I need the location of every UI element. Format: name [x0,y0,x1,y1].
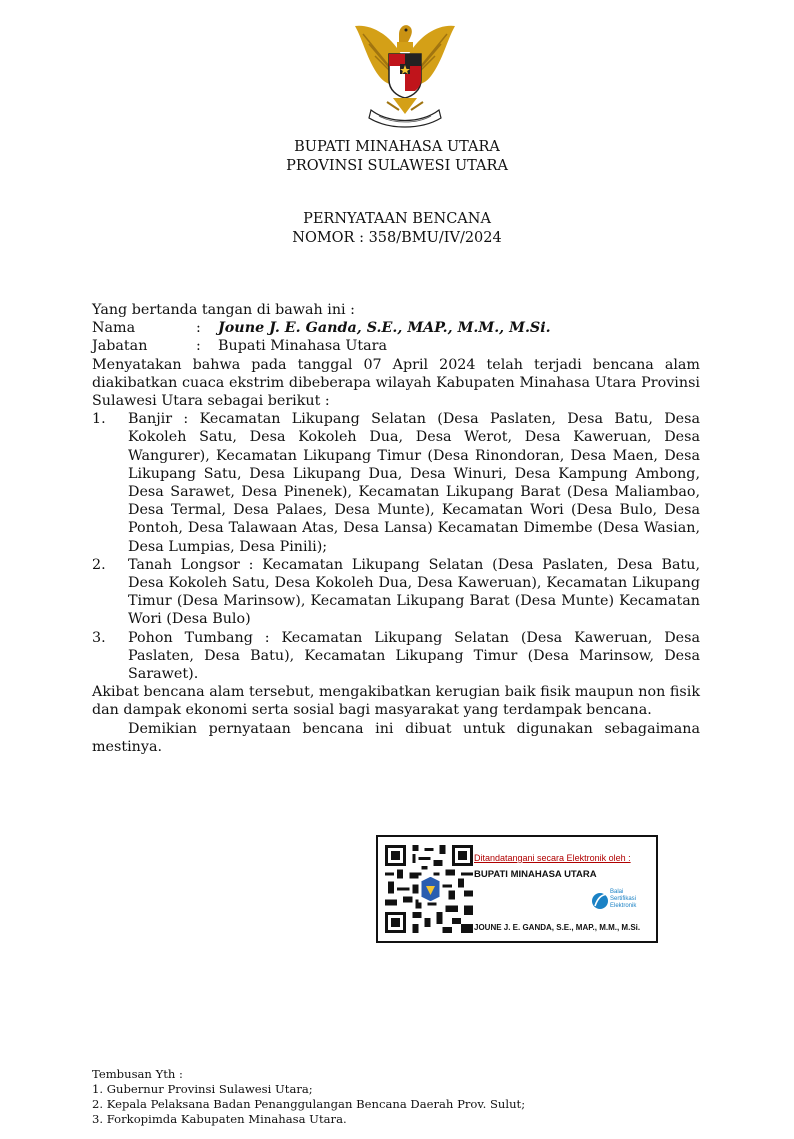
list-item-number: 2. [92,556,106,573]
signature-caption: Ditandatangani secara Elektronik oleh : [474,853,631,863]
signature-office: BUPATI MINAHASA UTARA [474,869,597,880]
document-title [0,210,794,248]
qr-code-icon [385,845,473,933]
closing-text: Demikian pernyataan bencana ini dibuat untuk digunakan sebagaimana mestinya. [92,720,700,755]
signer-name: JOUNE J. E. GANDA, S.E., MAP., M.M., M.Si. [474,923,641,932]
list-item-text: Pohon Tumbang : Kecamatan Likupang Selatan (Desa Kaweruan, Desa Paslaten, Desa Batu), Kecamatan Likupang Timur (Desa Marinsow, Desa Sarawet). [128,629,700,683]
list-item [92,410,700,556]
list-item-number: 3. [92,629,106,646]
name-row [92,319,700,337]
list-item-number: 1. [92,411,106,428]
title-line-1: PERNYATAAN BENCANA [303,211,491,227]
tembusan-item: 3. Forkopimda Kabupaten Minahasa Utara. [92,1112,347,1126]
title-line-2: NOMOR : 358/BMU/IV/2024 [292,230,502,246]
position-label: Jabatan [92,338,148,355]
statement-text: Menyatakan bahwa pada tanggal 07 April 2024 telah terjadi bencana alam diakibatkan cuaca ekstrim dibeberapa wilayah Kabupaten Minahasa Utara Provinsi Sulawesi Utara sebagai berikut : [92,356,700,410]
list-item [92,629,700,684]
tembusan-section [92,1067,525,1127]
position-value: Bupati Minahasa Utara [218,338,388,355]
tembusan-item: 2. Kepala Pelaksana Badan Penanggulangan Bencana Daerah Prov. Sulut; [92,1097,526,1111]
electronic-signature-box [376,835,658,943]
tembusan-item: 1. Gubernur Provinsi Sulawesi Utara; [92,1082,313,1096]
document-body [92,301,700,756]
name-label: Nama [92,320,136,337]
position-colon: : [196,338,201,355]
tembusan-heading: Tembusan Yth : [92,1067,183,1081]
list-item-text: Banjir : Kecamatan Likupang Selatan (Desa Paslaten, Desa Batu, Desa Kokoleh Satu, Desa Kokoleh Dua, Desa Werot, Desa Kaweruan, Desa Wangurer), Kecamatan Likupang Timur (Desa Rinondoran, Desa Maen, Desa Likupang Satu, Desa Likupang Dua, Desa Winuri, Desa Kampung Ambong, Desa Sarawet, Desa Pinenek), Kecamatan Likupang Barat (Desa Maliambao, Desa Termal, Desa Palaes, Desa Munte), Kecamatan Wori (Desa Bulo, Desa Pontoh, Desa Talawaan Atas, Desa Lansa) Kecamatan Dimembe (Desa Wasian, Desa Lumpias, Desa Pinili); [128,411,700,555]
name-value: Joune J. E. Ganda, S.E., MAP., M.M., M.Si. [218,320,551,337]
name-colon: : [196,320,201,337]
header-line-1: BUPATI MINAHASA UTARA [294,139,500,155]
consequence-text: Akibat bencana alam tersebut, mengakibatkan kerugian baik fisik maupun non fisik dan dampak ekonomi serta sosial bagi masyarakat yang terdampak bencana. [92,684,700,719]
position-row [92,337,700,355]
header-line-2: PROVINSI SULAWESI UTARA [286,158,508,174]
list-item [92,556,700,629]
document-header [0,138,794,176]
bsre-logo-text: Balai Sertifikasi Elektronik [610,889,637,909]
list-item-text: Tanah Longsor : Kecamatan Likupang Selatan (Desa Paslaten, Desa Batu, Desa Kokoleh Satu, Desa Kokoleh Dua, Desa Kaweruan), Kecamatan Likupang Timur (Desa Marinsow), Kecamatan Likupang Barat (Desa Munte) Kecamatan Wori (Desa Bulo) [128,556,700,628]
garuda-emblem-icon [349,14,461,132]
intro-text: Yang bertanda tangan di bawah ini : [92,302,355,318]
